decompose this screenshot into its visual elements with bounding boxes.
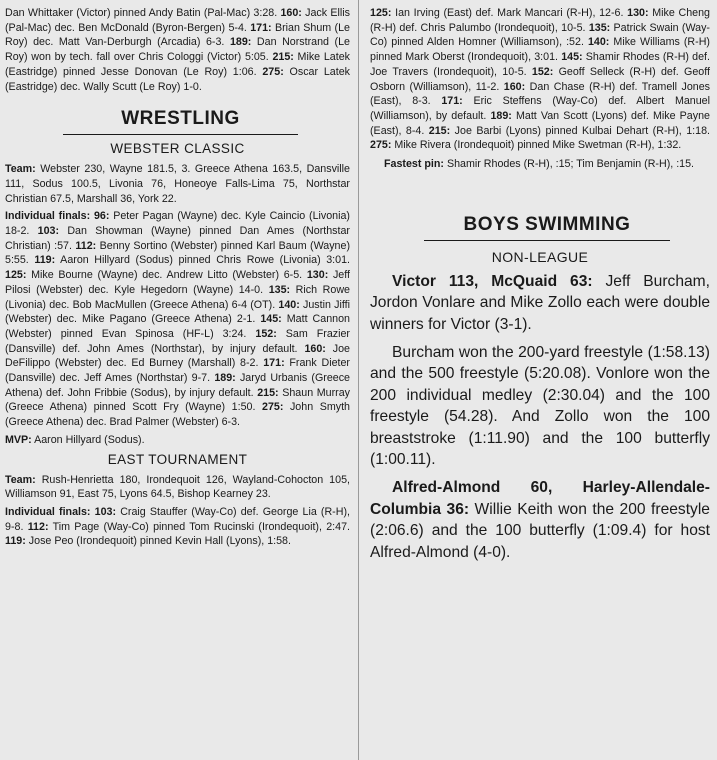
webster-bout-result: Joe DeFilippo (Webster) dec. Ed Burney (Marshall) 8-2. [5, 342, 351, 370]
victor-event-winners: Burcham won the 200-yard freestyle (1:58.13) and the 500 freestyle (5:20.08). Vonlore won the 200 individual medley (2:30.04) and the 100 freestyle (54.28). And Zollo won the 100 breaststroke (1:11.90) and the 100 butterfly (1:00.11). [370, 343, 710, 469]
east-bout-result: Jose Peo (Irondequoit) pinned Kevin Hall (Lyons), 1:58. [25, 535, 291, 548]
webster-team-scores: Team: Webster 230, Wayne 181.5, 3. Greece Athena 163.5, Dansville 111, Sodus 100.5, Livonia 76, Honeoye Falls-Lima 75, Northstar Christian 67.5, Marshall 36, York 22. [5, 163, 350, 205]
webster-weight-class: 112: [75, 239, 97, 252]
webster-weight-class: 152: [255, 327, 277, 340]
east-cont-weight-class: 171: [441, 95, 463, 108]
east-cont-weight-class: 130: [627, 7, 649, 19]
east-cont-weight-class: 189: [490, 109, 512, 122]
webster-weight-class: 275: [262, 401, 284, 414]
east-cont-bout-result: Patrick Swain (Way-Co) pinned Alden Homner (Williamson), :52. [370, 21, 710, 49]
top-weight-class: 171: [250, 21, 272, 34]
east-cont-weight-class: 215: [428, 124, 451, 137]
east-cont-bout-result: Joe Barbi (Lyons) pinned Kulbai Dehart (R-H), 1:18. [450, 124, 710, 137]
webster-bout-result: Mike Bourne (Wayne) dec. Andrew Litto (Webster) 6-5. [26, 269, 307, 282]
webster-bout-result: John Smyth (Greece Athena) dec. Brad Palmer (Webster) 6-3. [5, 401, 350, 429]
webster-bout-result: Peter Pagan (Wayne) dec. Kyle Caincio (Livonia) 18-2. [5, 210, 350, 238]
webster-bout-result: Sam Frazier (Dansville) def. John Ames (Northstar), by injury default. [5, 327, 350, 355]
webster-weight-class: 189: [214, 372, 236, 385]
east-cont-bout-result: Ian Irving (East) def. Mark Mancari (R-H), 12-6. [391, 7, 628, 19]
boys-swimming-heading: BOYS SWIMMING [424, 214, 670, 241]
east-cont-bout-result: Shamir Rhodes (R-H) def. Joe Travers (Irondequoit), 10-5. [370, 51, 710, 78]
webster-bout-result: Dan Showman (Wayne) pinned Dan Ames (Northstar Christian) :57. [5, 225, 350, 252]
east-cont-weight-class: 135: [588, 21, 611, 34]
east-cont-bout-result: Mike Cheng (R-H) def. Chris Palumbo (Irondequoit), 10-5. [370, 7, 711, 34]
webster-classic-heading: WEBSTER CLASSIC [110, 141, 245, 157]
webster-weight-class: 145: [260, 313, 282, 326]
east-individual-finals: Individual finals: 103: Craig Stauffer (Way-Co) def. George Lia (R-H), 9-8. 112: Tim Page (Way-Co) pinned Tom Rucinski (Irondequoit), 2:47. 119: Jose Peo (Irondequoit) pinned Kevin Hall (Lyons), 1:58. [5, 505, 351, 548]
east-cont-bout-result: Geoff Selleck (R-H) def. Geoff Osborn (Williamson), 11-2. [370, 65, 710, 93]
top-weight-class: 275: [262, 65, 284, 78]
top-bout-result: Oscar Latek (Eastridge) dec. Wally Scutt (Le Roy) 1-0. [5, 65, 350, 93]
webster-bout-result: Jaryd Urbanis (Greece Athena) def. John Fribbie (Sodus), by injury default. [5, 372, 350, 399]
webster-weight-class: 96: [93, 210, 110, 223]
east-weight-class: 112: [27, 520, 49, 533]
left-column [5, 6, 350, 549]
east-cont-weight-class: 152: [531, 65, 554, 78]
victor-mcquaid-result: Victor 113, McQuaid 63: Jeff Burcham, Jordon Vonlare and Mike Zollo each were double winners for Victor (3-1). [370, 272, 710, 333]
east-cont-weight-class: 140: [587, 36, 610, 49]
top-bout-result: Dan Norstrand (Le Roy) won by tech. fall over Chris Cologgi (Victor) 5:05. [5, 36, 351, 64]
top-bout-result: Jack Ellis (Pal-Mac) dec. Ben McDonald (Byron-Bergen) 5-4. [5, 7, 350, 34]
non-league-heading: NON-LEAGUE [491, 248, 589, 265]
column-divider [358, 0, 359, 760]
east-cont-weight-class: 160: [503, 80, 526, 93]
webster-bout-result: Rich Rowe (Livonia) dec. Bob MacMullen (Greece Athena) 6-4 (OT). [5, 283, 350, 311]
east-cont-bout-result: Mike Williams (R-H) pinned Mark Oberst (Irondequoit), 3:01. [370, 36, 710, 64]
east-weight-class: 119: [5, 535, 26, 548]
east-cont-bout-result: Dan Chase (R-H) def. Tramell Jones (East), 8-3. [370, 80, 710, 108]
east-bout-result: Craig Stauffer (Way-Co) def. George Lia (R-H), 9-8. [5, 505, 350, 533]
webster-bout-result: Benny Sortino (Webster) pinned Karl Baum (Wayne) 5:55. [5, 239, 350, 267]
east-cont-weight-class: 125: [370, 7, 392, 19]
east-weight-class: 103: [94, 505, 117, 518]
webster-weight-class: 135: [268, 283, 291, 296]
east-cont-weight-class: 145: [561, 51, 583, 64]
top-bout-result: Brian Shum (Le Roy) dec. Matt Van-Derburgh (Arcadia) 6-3. [5, 21, 350, 49]
webster-bout-result: Jeff Pilosi (Webster) dec. Kyle Hegedorn (Wayne) 14-0. [5, 269, 350, 296]
east-team-scores: Team: Rush-Henrietta 180, Irondequoit 126, Wayland-Cohocton 105, Williamson 91, East 75, Lyons 64.5, Bishop Kearney 23. [5, 473, 350, 501]
webster-weight-class: 119: [34, 254, 56, 267]
top-weight-class: 189: [229, 36, 252, 49]
webster-weight-class: 160: [304, 342, 326, 355]
webster-weight-class: 215: [257, 386, 279, 399]
webster-weight-class: 130: [306, 269, 329, 282]
webster-bout-result: Aaron Hillyard (Sodus) pinned Chris Rowe (Livonia) 3:01. [55, 254, 350, 267]
east-tournament-heading: EAST TOURNAMENT [107, 451, 248, 467]
webster-bout-result: Matt Cannon (Webster) pinned Evan Spinosa (HF-L) 3:24. [5, 313, 350, 340]
fastest-pin: Fastest pin: Shamir Rhodes (R-H), :15; Tim Benjamin (R-H), :15. [384, 158, 695, 171]
east-bout-result: Tim Page (Way-Co) pinned Tom Rucinski (Irondequoit), 2:47. [48, 520, 351, 533]
webster-individual-finals: Individual finals: 96: Peter Pagan (Wayne) dec. Kyle Caincio (Livonia) 18-2. 103: Dan Showman (Wayne) pinned Dan Ames (Northstar Christian) :57. 112: Benny Sortino (Webster) pinned Karl Baum (Wayne) 5:55. 119: Aaron Hillyard (Sodus) pinned Chris Rowe (Livonia) 3:01. 125: Mike Bourne (Wayne) dec. Andrew Litto (Webster) 6-5. 130: Jeff Pilosi (Webster) dec. Kyle Hegedorn (Wayne) 14-0. 135: Rich Rowe (Livonia) dec. Bob MacMullen (Greece Athena) 6-4 (OT). 140: Justin Jiffi (Webster) dec. Mike Pagano (Greece Athena) 2-1. 145: Matt Cannon (Webster) pinned Evan Spinosa (HF-L) 3:24. 152: Sam Frazier (Dansville) def. John Ames (Northstar), by injury default. 160: Joe DeFilippo (Webster) dec. Ed Burney (Marshall) 8-2. 171: Frank Dieter (Dansville) dec. Jeff Ames (Northstar) 9-7. 189: Jaryd Urbanis (Greece Athena) def. John Fribbie (Sodus), by injury default. 215: Shaun Murray (Greece Athena) pinned Scott Fry (Wayne) 1:50. 275: John Smyth (Greece Athena) dec. Brad Palmer (Webster) 6-3. [5, 210, 351, 429]
webster-weight-class: 125: [5, 269, 27, 282]
east-cont-weight-class: 275: [370, 139, 392, 152]
webster-weight-class: 140: [278, 298, 300, 311]
top-weight-class: 215: [272, 51, 294, 64]
webster-bout-result: Frank Dieter (Dansville) dec. Jeff Ames (Northstar) 9-7. [5, 357, 350, 385]
top-weight-class: 160: [280, 7, 302, 19]
alfred-almond-result: Alfred-Almond 60, Harley-Allendale- Columbia 36: Willie Keith won the 200 freestyle (2:06.6) and the 100 butterfly (1:09.4) for host Alfred-Almond (4-0). [370, 479, 710, 561]
webster-weight-class: 103: [37, 225, 60, 238]
east-finals-continued [370, 6, 710, 153]
east-cont-bout-result: Eric Steffens (Way-Co) def. Albert Manuel (Williamson), by default. [370, 95, 710, 122]
east-cont-bout-result: Matt Van Scott (Lyons) def. Mike Payne (East), 8-4. [370, 109, 710, 137]
top-bout-result: Mike Latek (Eastridge) pinned Jesse Donovan (Le Roy) 1:06. [5, 51, 350, 78]
east-cont-bout-result: Mike Rivera (Irondequoit) pinned Mike Swetman (R-H), 1:32. [391, 139, 682, 152]
right-column [370, 6, 710, 563]
webster-mvp: MVP: Aaron Hillyard (Sodus). [5, 433, 145, 446]
webster-bout-result: Shaun Murray (Greece Athena) pinned Scott Fry (Wayne) 1:50. [5, 386, 350, 414]
continued-results: Dan Whittaker (Victor) pinned Andy Batin (Pal-Mac) 3:28. 160: Jack Ellis (Pal-Mac) dec. Ben McDonald (Byron-Bergen) 5-4. 171: Brian Shum (Le Roy) dec. Matt Van-Derburgh (Arcadia) 6-3. 189: Dan Norstrand (Le Roy) won by tech. fall over Chris Cologgi (Victor) 5:05. 215: Mike Latek (Eastridge) pinned Jesse Donovan (Le Roy) 1:06. 275: Oscar Latek (Eastridge) dec. Wally Scutt (Le Roy) 1-0. [5, 7, 351, 93]
webster-weight-class: 171: [263, 357, 285, 370]
webster-bout-result: Justin Jiffi (Webster) dec. Mike Pagano (Greece Athena) 2-1. [5, 298, 350, 326]
wrestling-heading: WRESTLING [63, 108, 298, 135]
